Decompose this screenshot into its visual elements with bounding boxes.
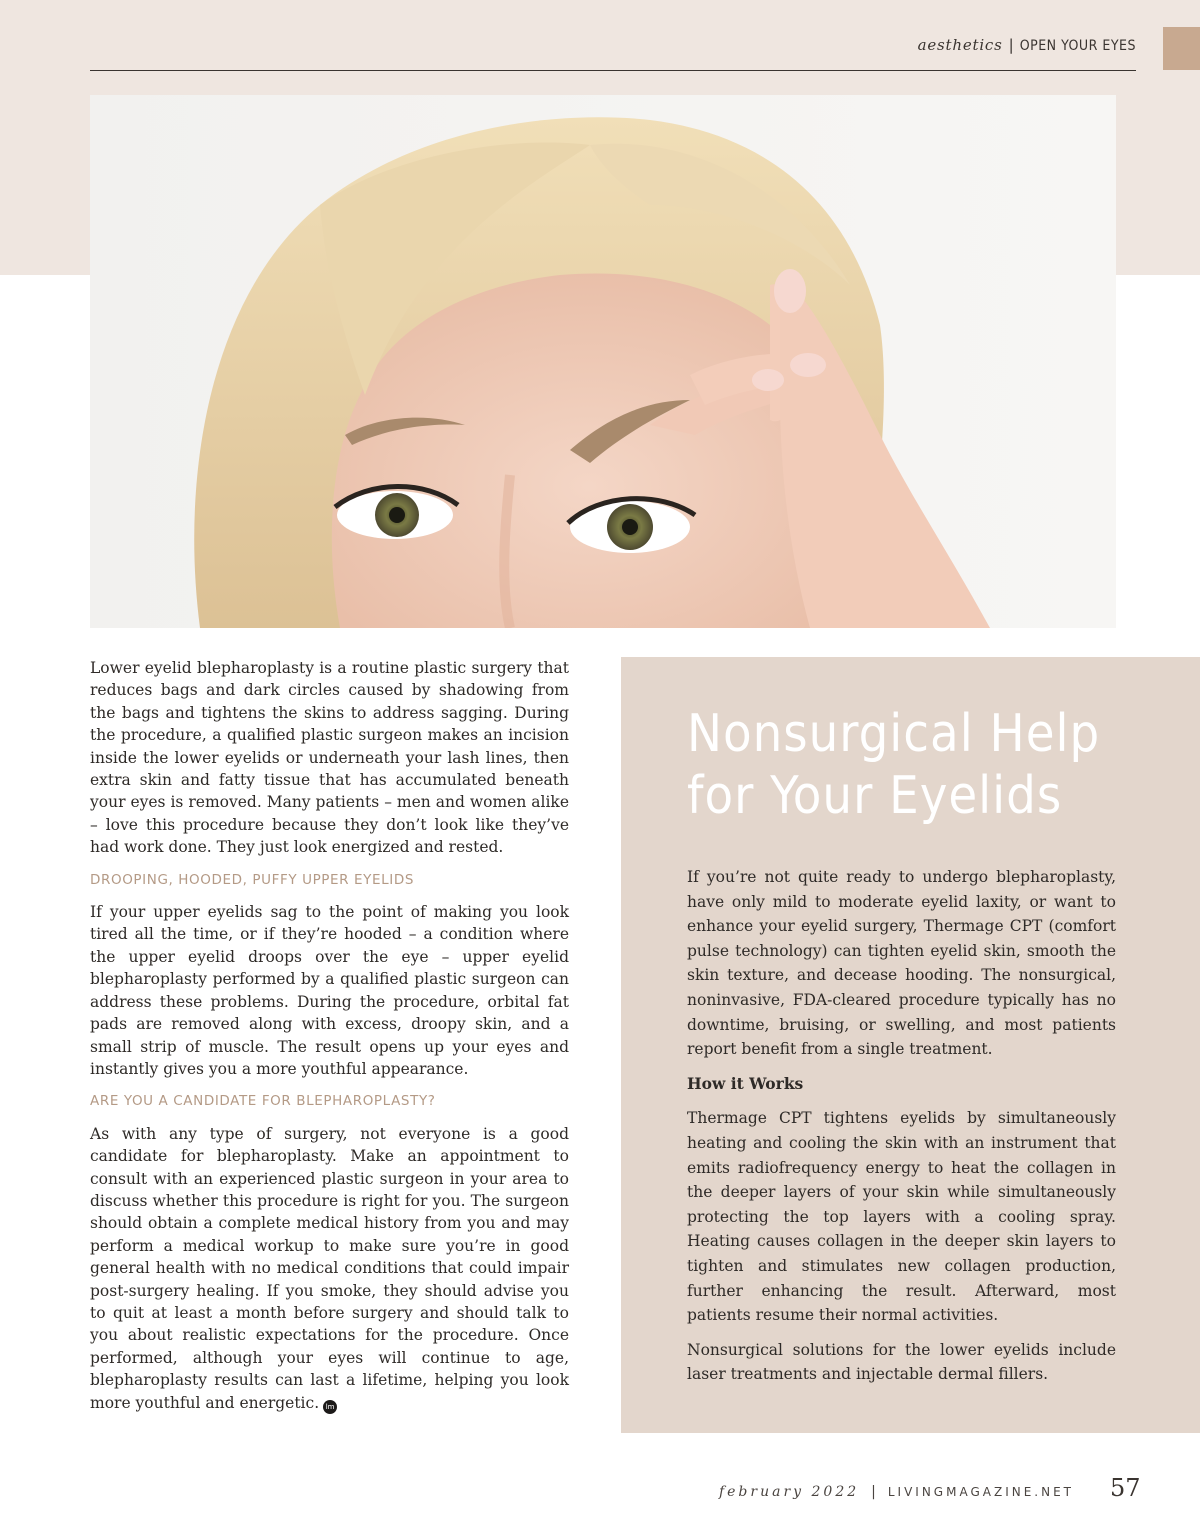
article-paragraph-text: As with any type of surgery, not everyone is a good candidate for blepharoplasty. Make an appointment to consult with an experienced plastic surgeon in your area to discuss whether this procedure is right for you. The surgeon should obtain a complete medical history from you and may perform a medical workup to make sure you’re in good general health with no medical conditions that could impair post-surgery healing. If you smoke, they should advise you to quit at least a month before surgery and should talk to you about realistic expectations for the procedure. Once performed, although your eyes will continue to age, blepharoplasty results can last a lifetime, helping you look more youthful and energetic.: [90, 1124, 569, 1412]
section-tab-marker: [1163, 27, 1200, 70]
article-subheading: DROOPING, HOODED, PUFFY UPPER EYELIDS: [90, 871, 415, 888]
page-number: 57: [1110, 1474, 1141, 1502]
sidebar-paragraph: If you’re not quite ready to undergo blepharoplasty, have only mild to moderate eyelid laxity, or want to enhance your eyelid surgery, Thermage CPT (comfort pulse technology) can tighten eyelid skin, smooth the skin texture, and decease hooding. The nonsurgical, noninvasive, FDA-cleared procedure typically has no downtime, bruising, or swelling, and most patients report benefit from a single treatment.: [687, 868, 1116, 1059]
sidebar-paragraph: Nonsurgical solutions for the lower eyelids include laser treatments and injectable dermal fillers.: [687, 1340, 1116, 1384]
article-main-column: [90, 657, 569, 1422]
page-header: [90, 30, 1136, 71]
page-footer: [719, 1484, 1074, 1500]
sidebar-box: [621, 657, 1200, 1433]
header-line: [918, 36, 1136, 54]
sidebar-subheading: How it Works: [687, 1073, 804, 1093]
hero-photo-illustration: [90, 95, 1116, 628]
website-url: LIVINGMAGAZINE.NET: [887, 1485, 1074, 1499]
article-paragraph-final: [90, 1123, 569, 1414]
article-paragraph: If your upper eyelids sag to the point of making you look tired all the time, or if they’re hooded – a condition where the upper eyelid droops over the eye – upper eyelid blepharoplasty performed by a qualified plastic surgeon can address these problems. During the procedure, orbital fat pads are removed along with excess, droopy skin, and a small strip of muscle. The result opens up your eyes and instantly gives you a more youthful appearance.: [90, 903, 569, 1078]
sidebar-body: [687, 865, 1116, 1397]
footer-separator: |: [871, 1484, 876, 1500]
end-mark-icon: lm: [323, 1400, 337, 1414]
sidebar-title-line: Nonsurgical Help: [687, 704, 1101, 764]
header-article-title: OPEN YOUR EYES: [1019, 38, 1136, 54]
header-separator: |: [1008, 36, 1014, 54]
sidebar-title-line: for Your Eyelids: [687, 766, 1063, 826]
header-section-name: aesthetics: [917, 36, 1003, 54]
issue-date: february 2022: [718, 1484, 860, 1500]
sidebar-paragraph: Thermage CPT tightens eyelids by simultaneously heating and cooling the skin with an instrument that emits radiofrequency energy to heat the collagen in the deeper layers of your skin while simultaneously protecting the top layers with a cooling spray. Heating causes collagen in the deeper skin layers to tighten and stimulates new collagen production, further enhancing the result. Afterward, most patients resume their normal activities.: [687, 1109, 1116, 1325]
article-subheading: ARE YOU A CANDIDATE FOR BLEPHAROPLASTY?: [90, 1093, 436, 1110]
sidebar-title: [687, 703, 1167, 827]
hero-photo: [90, 95, 1116, 628]
article-paragraph: Lower eyelid blepharoplasty is a routine plastic surgery that reduces bags and dark circles caused by shadowing from the bags and tightens the skins to address sagging. During the procedure, a qualified plastic surgeon makes an incision inside the lower eyelids or underneath your lash lines, then extra skin and fatty tissue that has accumulated beneath your eyes is removed. Many patients – men and women alike – love this procedure because they don’t look like they’ve had work done. They just look energized and rested.: [90, 659, 569, 857]
